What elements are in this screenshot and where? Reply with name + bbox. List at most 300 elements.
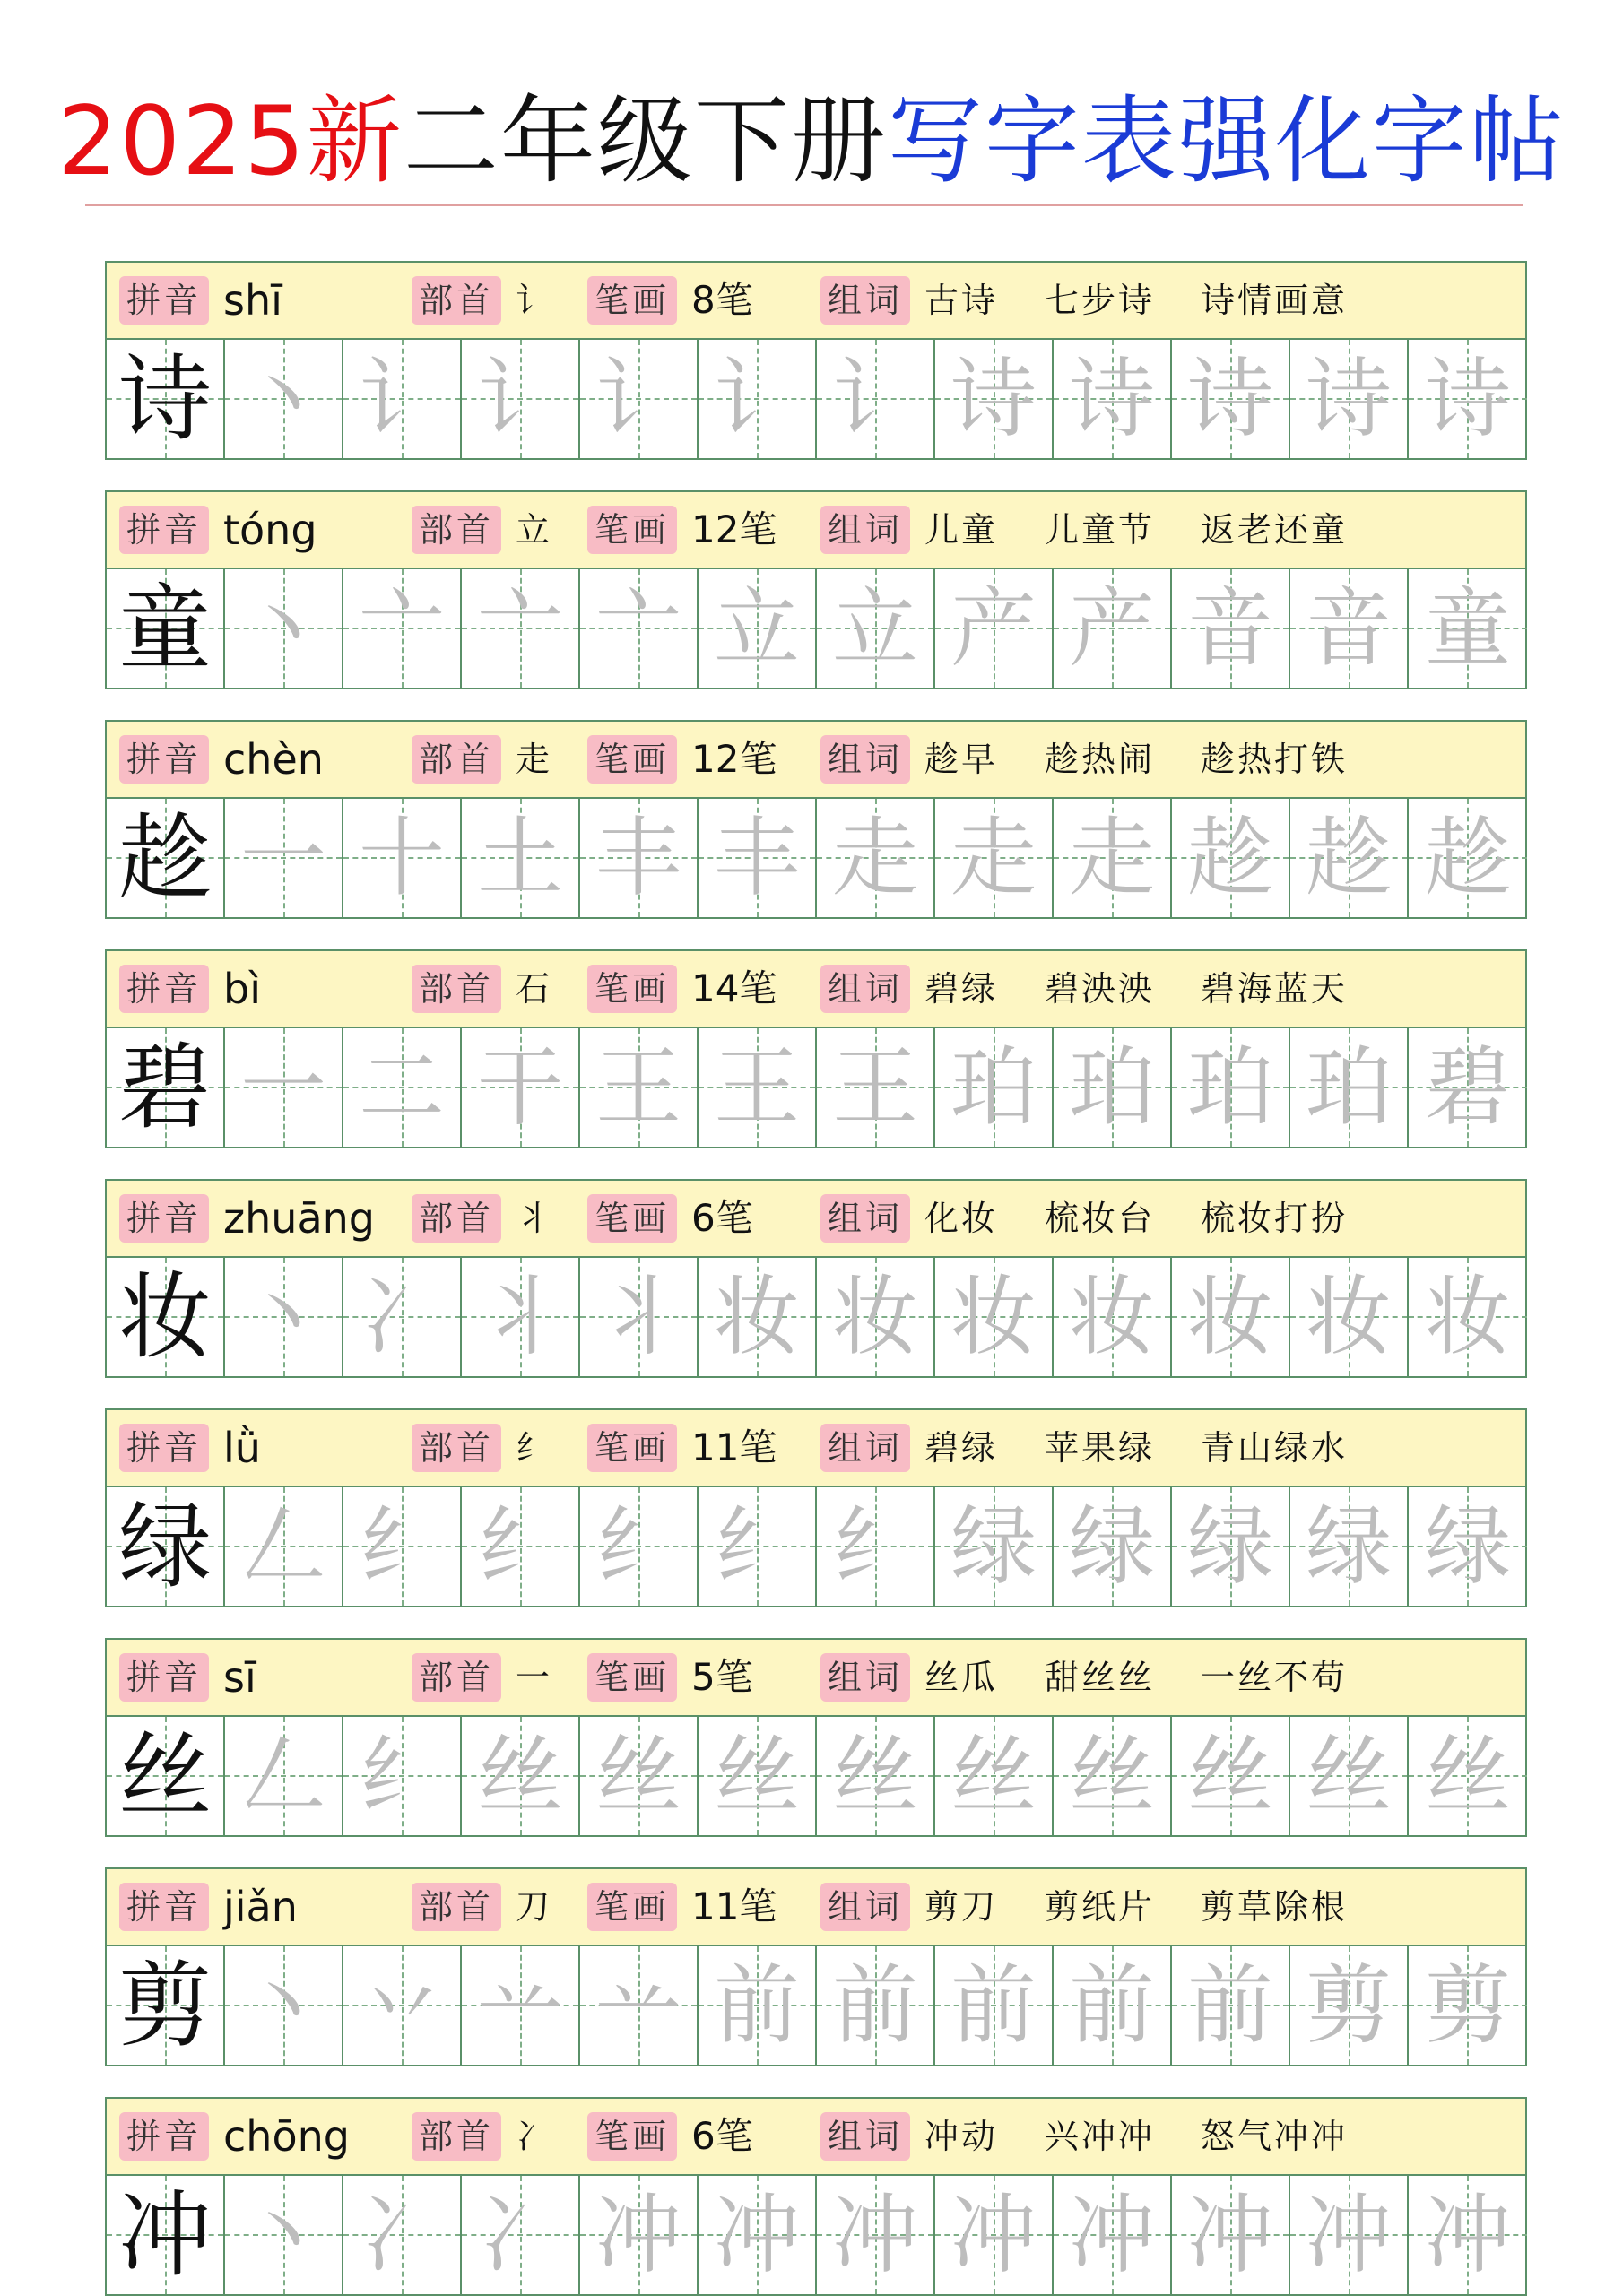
word-1: 化妆 — [924, 1199, 999, 1238]
trace-char: 丶 — [240, 1955, 326, 2056]
trace-char: 碧 — [1425, 1037, 1511, 1138]
trace-cell — [1290, 1487, 1409, 1606]
strokes-value: 6笔 — [691, 1196, 753, 1240]
radical-value: 冫 — [516, 2117, 553, 2156]
trace-char: 冲 — [595, 2185, 681, 2285]
title-grade: 二年级下册 — [403, 86, 888, 196]
model-char-cell — [107, 1487, 225, 1606]
trace-cell — [1409, 1487, 1527, 1606]
trace-char: 亠 — [359, 578, 445, 679]
pinyin-value: sī — [223, 1653, 256, 1702]
trace-char: 丷 — [359, 1955, 445, 2056]
radical-label: 部首 — [412, 1653, 501, 1702]
trace-char: 王 — [714, 1037, 800, 1138]
trace-char: 纟 — [359, 1496, 445, 1597]
trace-cell — [699, 799, 817, 917]
model-char: 绿 — [117, 1492, 212, 1601]
pinyin-label: 拼音 — [119, 1883, 209, 1931]
trace-char: 亠 — [477, 578, 563, 679]
trace-char: 讠 — [359, 349, 445, 449]
trace-char: 冲 — [1306, 2185, 1392, 2285]
trace-char: 剪 — [1425, 1955, 1511, 2056]
trace-cell — [225, 340, 343, 458]
trace-cell — [817, 1258, 935, 1376]
radical-label: 部首 — [412, 506, 501, 554]
trace-char: 绿 — [1425, 1496, 1511, 1597]
trace-cell — [935, 799, 1054, 917]
radical-value: 走 — [516, 740, 553, 779]
words-label: 组词 — [820, 1194, 910, 1243]
trace-cell — [462, 1717, 580, 1835]
trace-cell — [1290, 1946, 1409, 2065]
tracing-grid — [107, 1258, 1525, 1376]
title-year: 2025新 — [57, 86, 404, 196]
strokes-label: 笔画 — [587, 1194, 677, 1243]
trace-char: 立 — [714, 578, 800, 679]
trace-char: 趁 — [1187, 808, 1273, 908]
trace-cell — [1290, 1028, 1409, 1147]
trace-cell — [1290, 799, 1409, 917]
trace-cell — [462, 1028, 580, 1147]
trace-cell — [1409, 1946, 1527, 2065]
pinyin-value: shī — [223, 276, 282, 325]
radical-label: 部首 — [412, 2112, 501, 2161]
trace-char: 妆 — [1425, 1267, 1511, 1367]
trace-cell — [699, 569, 817, 688]
trace-cell — [580, 1258, 699, 1376]
trace-char: 冲 — [1425, 2185, 1511, 2285]
trace-char: 童 — [1425, 578, 1511, 679]
trace-cell — [343, 1946, 462, 2065]
char-card — [105, 2097, 1527, 2296]
word-3: 剪草除根 — [1201, 1887, 1349, 1927]
trace-cell — [935, 1258, 1054, 1376]
trace-char: 冲 — [1069, 2185, 1155, 2285]
trace-cell — [1054, 1717, 1172, 1835]
trace-char: 珀 — [1306, 1037, 1392, 1138]
trace-char: 丝 — [950, 1726, 1037, 1826]
words-label: 组词 — [820, 2112, 910, 2161]
trace-cell — [343, 799, 462, 917]
char-info-bar — [107, 1640, 1525, 1717]
trace-cell — [817, 1028, 935, 1147]
strokes-value: 8笔 — [691, 278, 753, 322]
word-1: 碧绿 — [924, 1428, 999, 1468]
model-char-cell — [107, 2176, 225, 2294]
trace-char: 䒑 — [477, 1955, 563, 2056]
trace-char: 丝 — [714, 1726, 800, 1826]
tracing-grid — [107, 1487, 1525, 1606]
trace-char: 䒑 — [595, 1955, 681, 2056]
trace-char: 丶 — [240, 578, 326, 679]
char-info-bar — [107, 2099, 1525, 2176]
trace-char: 前 — [1069, 1955, 1155, 2056]
trace-cell — [1054, 799, 1172, 917]
trace-cell — [817, 1946, 935, 2065]
pinyin-label: 拼音 — [119, 1653, 209, 1702]
pinyin-value: zhuāng — [223, 1194, 375, 1243]
trace-cell — [462, 1946, 580, 2065]
char-card — [105, 490, 1527, 689]
trace-char: 冲 — [714, 2185, 800, 2285]
word-2: 苹果绿 — [1045, 1428, 1156, 1468]
trace-cell — [817, 1487, 935, 1606]
trace-char: 纟 — [714, 1496, 800, 1597]
word-2: 趁热闹 — [1045, 740, 1156, 779]
pinyin-value: tóng — [223, 506, 317, 554]
strokes-label: 笔画 — [587, 1424, 677, 1472]
trace-cell — [343, 1487, 462, 1606]
trace-char: 丬 — [595, 1267, 681, 1367]
model-char: 冲 — [117, 2180, 212, 2290]
strokes-label: 笔画 — [587, 506, 677, 554]
words-label: 组词 — [820, 965, 910, 1013]
word-3: 梳妆打扮 — [1201, 1199, 1349, 1238]
char-info-bar — [107, 1410, 1525, 1487]
strokes-label: 笔画 — [587, 1883, 677, 1931]
trace-char: 绿 — [1187, 1496, 1273, 1597]
tracing-grid — [107, 1717, 1525, 1835]
word-1: 古诗 — [924, 281, 999, 320]
char-info-bar — [107, 1181, 1525, 1258]
word-1: 冲动 — [924, 2117, 999, 2156]
trace-char: 二 — [359, 1037, 445, 1138]
pinyin-label: 拼音 — [119, 276, 209, 325]
strokes-value: 12笔 — [691, 737, 777, 781]
trace-cell — [935, 340, 1054, 458]
trace-cell — [1172, 1258, 1290, 1376]
trace-char: 丬 — [477, 1267, 563, 1367]
trace-cell — [1409, 2176, 1527, 2294]
trace-char: 丰 — [714, 808, 800, 908]
strokes-value: 12笔 — [691, 507, 777, 551]
model-char: 诗 — [117, 344, 212, 454]
radical-label: 部首 — [412, 1883, 501, 1931]
trace-char: 绿 — [1306, 1496, 1392, 1597]
trace-char: 丝 — [477, 1726, 563, 1826]
char-info-bar — [107, 1869, 1525, 1946]
word-3: 诗情画意 — [1201, 281, 1349, 320]
trace-char: 丝 — [595, 1726, 681, 1826]
model-char-cell — [107, 1946, 225, 2065]
radical-label: 部首 — [412, 1194, 501, 1243]
trace-cell — [225, 1028, 343, 1147]
pinyin-label: 拼音 — [119, 2112, 209, 2161]
trace-cell — [225, 2176, 343, 2294]
pinyin-value: jiǎn — [223, 1883, 298, 1931]
trace-char: 诗 — [950, 349, 1037, 449]
trace-char: 丝 — [1425, 1726, 1511, 1826]
char-info-bar — [107, 492, 1525, 569]
trace-cell — [462, 1258, 580, 1376]
trace-cell — [462, 569, 580, 688]
trace-char: 妆 — [1187, 1267, 1273, 1367]
words-label: 组词 — [820, 506, 910, 554]
trace-cell — [1054, 1946, 1172, 2065]
pinyin-label: 拼音 — [119, 965, 209, 1013]
strokes-label: 笔画 — [587, 276, 677, 325]
model-char: 剪 — [117, 1951, 212, 2060]
trace-cell — [935, 1487, 1054, 1606]
trace-char: 纟 — [595, 1496, 681, 1597]
strokes-value: 5笔 — [691, 1655, 753, 1699]
trace-char: 妆 — [1306, 1267, 1392, 1367]
trace-cell — [817, 2176, 935, 2294]
trace-char: 纟 — [832, 1496, 918, 1597]
strokes-label: 笔画 — [587, 1653, 677, 1702]
trace-char: 走 — [950, 808, 1037, 908]
words-label: 组词 — [820, 1883, 910, 1931]
radical-value: 一 — [516, 1658, 553, 1697]
radical-value: 立 — [516, 510, 553, 550]
trace-cell — [699, 340, 817, 458]
trace-cell — [935, 2176, 1054, 2294]
trace-cell — [580, 1028, 699, 1147]
trace-char: 珀 — [950, 1037, 1037, 1138]
tracing-grid — [107, 569, 1525, 688]
trace-cell — [1290, 340, 1409, 458]
strokes-label: 笔画 — [587, 965, 677, 1013]
char-card — [105, 1179, 1527, 1378]
trace-cell — [1172, 2176, 1290, 2294]
trace-cell — [1409, 799, 1527, 917]
trace-cell — [580, 799, 699, 917]
radical-label: 部首 — [412, 276, 501, 325]
trace-char: 走 — [832, 808, 918, 908]
word-3: 趁热打铁 — [1201, 740, 1349, 779]
trace-cell — [935, 1028, 1054, 1147]
trace-cell — [1172, 1028, 1290, 1147]
model-char-cell — [107, 799, 225, 917]
trace-char: 立 — [832, 578, 918, 679]
trace-char: 趁 — [1425, 808, 1511, 908]
trace-char: 冲 — [832, 2185, 918, 2285]
trace-cell — [225, 1258, 343, 1376]
trace-cell — [1290, 569, 1409, 688]
trace-char: 一 — [240, 1037, 326, 1138]
trace-char: 丶 — [240, 2185, 326, 2285]
trace-char: 趁 — [1306, 808, 1392, 908]
trace-char: 纟 — [359, 1726, 445, 1826]
trace-cell — [580, 340, 699, 458]
trace-cell — [1054, 340, 1172, 458]
trace-char: 王 — [832, 1037, 918, 1138]
word-3: 怒气冲冲 — [1201, 2117, 1349, 2156]
word-3: 返老还童 — [1201, 510, 1349, 550]
char-card — [105, 1638, 1527, 1837]
pinyin-label: 拼音 — [119, 1194, 209, 1243]
word-2: 兴冲冲 — [1045, 2117, 1156, 2156]
trace-cell — [225, 1717, 343, 1835]
trace-cell — [462, 340, 580, 458]
trace-char: 王 — [595, 1037, 681, 1138]
pinyin-value: lǜ — [223, 1424, 261, 1472]
trace-char: 讠 — [714, 349, 800, 449]
trace-cell — [1172, 799, 1290, 917]
trace-cell — [343, 2176, 462, 2294]
trace-char: 前 — [950, 1955, 1037, 2056]
trace-cell — [935, 1946, 1054, 2065]
trace-cell — [1409, 340, 1527, 458]
trace-char: 丰 — [595, 808, 681, 908]
model-char-cell — [107, 1258, 225, 1376]
trace-char: 绿 — [950, 1496, 1037, 1597]
tracing-grid — [107, 1946, 1525, 2065]
trace-cell — [817, 569, 935, 688]
model-char-cell — [107, 1717, 225, 1835]
radical-value: 丬 — [516, 1199, 553, 1238]
trace-char: 冫 — [477, 2185, 563, 2285]
trace-char: 前 — [832, 1955, 918, 2056]
trace-cell — [343, 1258, 462, 1376]
radical-value: 石 — [516, 969, 553, 1009]
trace-cell — [462, 2176, 580, 2294]
radical-value: 讠 — [516, 281, 553, 320]
trace-cell — [1290, 1717, 1409, 1835]
trace-char: 珀 — [1187, 1037, 1273, 1138]
words-label: 组词 — [820, 735, 910, 784]
word-2: 梳妆台 — [1045, 1199, 1156, 1238]
tracing-grid — [107, 1028, 1525, 1147]
word-1: 儿童 — [924, 510, 999, 550]
word-1: 碧绿 — [924, 969, 999, 1009]
pinyin-label: 拼音 — [119, 735, 209, 784]
char-card — [105, 1408, 1527, 1607]
radical-value: 纟 — [516, 1428, 553, 1468]
trace-cell — [699, 1946, 817, 2065]
trace-cell — [1409, 1258, 1527, 1376]
trace-cell — [1290, 2176, 1409, 2294]
trace-char: 冫 — [359, 2185, 445, 2285]
trace-char: 干 — [477, 1037, 563, 1138]
char-card — [105, 1867, 1527, 2066]
tracing-grid — [107, 340, 1525, 458]
trace-cell — [462, 1487, 580, 1606]
trace-char: 丝 — [1306, 1726, 1392, 1826]
trace-cell — [699, 1487, 817, 1606]
word-1: 趁早 — [924, 740, 999, 779]
trace-cell — [462, 799, 580, 917]
trace-cell — [343, 1028, 462, 1147]
trace-char: 十 — [359, 808, 445, 908]
trace-cell — [1054, 1487, 1172, 1606]
strokes-value: 11笔 — [691, 1884, 777, 1928]
model-char: 碧 — [117, 1033, 212, 1142]
trace-cell — [699, 1258, 817, 1376]
trace-char: 前 — [1187, 1955, 1273, 2056]
trace-char: 音 — [1187, 578, 1273, 679]
pinyin-label: 拼音 — [119, 1424, 209, 1472]
word-2: 剪纸片 — [1045, 1887, 1156, 1927]
trace-char: 诗 — [1187, 349, 1273, 449]
tracing-grid — [107, 2176, 1525, 2294]
word-1: 剪刀 — [924, 1887, 999, 1927]
pinyin-label: 拼音 — [119, 506, 209, 554]
trace-char: 绿 — [1069, 1496, 1155, 1597]
trace-char: 珀 — [1069, 1037, 1155, 1138]
trace-cell — [225, 569, 343, 688]
trace-cell — [343, 340, 462, 458]
trace-cell — [699, 1028, 817, 1147]
trace-cell — [580, 1487, 699, 1606]
trace-char: 剪 — [1306, 1955, 1392, 2056]
trace-char: 产 — [1069, 578, 1155, 679]
word-1: 丝瓜 — [924, 1658, 999, 1697]
trace-char: 妆 — [1069, 1267, 1155, 1367]
model-char: 童 — [117, 574, 212, 683]
model-char: 丝 — [117, 1721, 212, 1831]
model-char-cell — [107, 1028, 225, 1147]
word-2: 碧泱泱 — [1045, 969, 1156, 1009]
trace-cell — [1409, 569, 1527, 688]
trace-char: 前 — [714, 1955, 800, 2056]
trace-cell — [580, 1717, 699, 1835]
char-card — [105, 949, 1527, 1148]
trace-cell — [580, 2176, 699, 2294]
trace-cell — [1054, 1028, 1172, 1147]
trace-cell — [1054, 1258, 1172, 1376]
trace-char: 走 — [1069, 808, 1155, 908]
radical-value: 刀 — [516, 1887, 553, 1927]
char-info-bar — [107, 951, 1525, 1028]
trace-cell — [1409, 1028, 1527, 1147]
title-subject: 写字表强化字帖 — [887, 86, 1566, 196]
word-3: 青山绿水 — [1201, 1428, 1349, 1468]
trace-cell — [1290, 1258, 1409, 1376]
trace-char: 冲 — [1187, 2185, 1273, 2285]
trace-cell — [1172, 569, 1290, 688]
trace-char: 妆 — [714, 1267, 800, 1367]
char-info-bar — [107, 722, 1525, 799]
model-char: 妆 — [117, 1262, 212, 1372]
pinyin-value: bì — [223, 965, 261, 1013]
trace-char: 丝 — [1069, 1726, 1155, 1826]
trace-char: 一 — [240, 808, 326, 908]
trace-cell — [935, 569, 1054, 688]
trace-char: 妆 — [950, 1267, 1037, 1367]
trace-char: 𠃋 — [240, 1726, 326, 1826]
trace-char: 亠 — [595, 578, 681, 679]
pinyin-value: chèn — [223, 735, 324, 784]
word-3: 一丝不苟 — [1201, 1658, 1349, 1697]
trace-cell — [343, 1717, 462, 1835]
strokes-label: 笔画 — [587, 735, 677, 784]
model-char-cell — [107, 569, 225, 688]
trace-cell — [225, 799, 343, 917]
trace-char: 讠 — [832, 349, 918, 449]
trace-char: 冲 — [950, 2185, 1037, 2285]
trace-char: 冫 — [359, 1267, 445, 1367]
trace-char: 诗 — [1069, 349, 1155, 449]
radical-label: 部首 — [412, 1424, 501, 1472]
trace-cell — [699, 1717, 817, 1835]
trace-cell — [817, 1717, 935, 1835]
trace-cell — [225, 1946, 343, 2065]
trace-cell — [1172, 1717, 1290, 1835]
strokes-value: 14笔 — [691, 966, 777, 1010]
trace-cell — [1409, 1717, 1527, 1835]
model-char: 趁 — [117, 803, 212, 913]
trace-cell — [1172, 1946, 1290, 2065]
trace-char: 丶 — [240, 1267, 326, 1367]
title-divider — [85, 204, 1523, 206]
words-label: 组词 — [820, 276, 910, 325]
trace-cell — [817, 799, 935, 917]
trace-char: 产 — [950, 578, 1037, 679]
model-char-cell — [107, 340, 225, 458]
char-card — [105, 720, 1527, 919]
trace-cell — [1054, 569, 1172, 688]
